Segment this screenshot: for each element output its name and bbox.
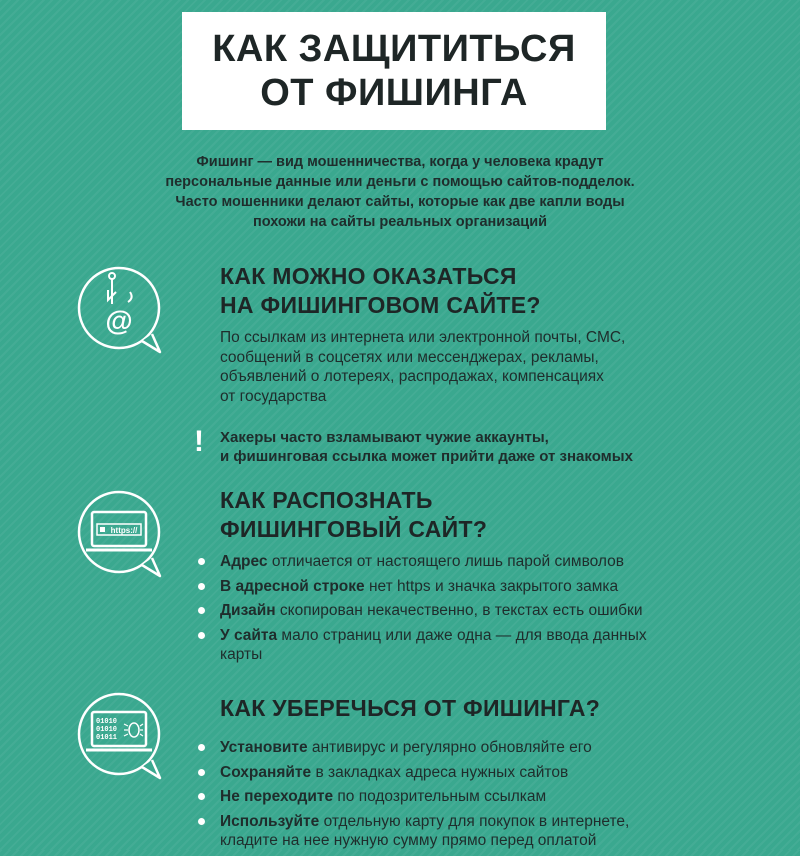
title-box	[182, 12, 606, 130]
section2-title	[220, 486, 487, 544]
section1-title	[220, 262, 541, 320]
section2-title-line: КАК РАСПОЗНАТЬ	[220, 487, 433, 513]
bullet-dot	[198, 632, 205, 639]
code-line: 01010	[96, 726, 118, 734]
section1-body-line: объявлений о лотереях, распродажах, компенсациях	[220, 368, 604, 385]
exclamation-icon: !	[194, 425, 204, 458]
laptop-bug-icon	[72, 690, 182, 790]
list-item: Адрес отличается от настоящего лишь парой символов	[196, 552, 776, 572]
section2-bullets	[196, 552, 776, 670]
bullet-dot	[198, 607, 205, 614]
list-item: У сайта мало страниц или даже одна — для ввода данных карты	[196, 626, 776, 665]
section3-title-line: КАК УБЕРЕЧЬСЯ ОТ ФИШИНГА?	[220, 695, 601, 721]
intro-line: персональные данные или деньги с помощью сайтов-подделок.	[165, 174, 635, 190]
section3-title	[220, 694, 600, 723]
code-line: 01010	[96, 718, 118, 726]
intro-text	[100, 152, 700, 232]
section1-body-line: По ссылкам из интернета или электронной почты, СМС,	[220, 329, 626, 346]
section1-body-line: сообщений в соцсетях или мессенджерах, рекламы,	[220, 348, 599, 366]
page-title-line-1: КАК ЗАЩИТИТЬСЯ	[212, 28, 576, 70]
list-item: Не переходите по подозрительным ссылкам	[196, 787, 776, 807]
laptop-https-icon	[72, 488, 182, 588]
bullet-dot	[198, 818, 205, 825]
https-label: https://	[110, 526, 138, 535]
warning-text	[220, 428, 633, 466]
warning-line: Хакеры часто взламывают чужие аккаунты,	[220, 429, 549, 446]
section1-body-line: от государства	[220, 387, 327, 405]
bullet-dot	[198, 793, 205, 800]
list-item: Установите антивирус и регулярно обновляйте его	[196, 738, 776, 758]
intro-line: Фишинг — вид мошенничества, когда у человека крадут	[196, 154, 604, 170]
list-item: Используйте отдельную карту для покупок в интернете, кладите на нее нужную сумму прямо перед оплатой	[196, 812, 776, 851]
phishing-hook-icon	[72, 264, 182, 364]
intro-line: похожи на сайты реальных организаций	[252, 214, 548, 230]
intro-line: Часто мошенники делают сайты, которые как две капли воды	[175, 194, 625, 210]
section3-bullets	[196, 738, 776, 856]
page-title-line-2: ОТ ФИШИНГА	[260, 72, 528, 114]
bullet-dot	[198, 583, 205, 590]
bullet-dot	[198, 769, 205, 776]
section2-title-line: ФИШИНГОВЫЙ САЙТ?	[220, 516, 488, 542]
code-line: 01011	[96, 734, 118, 742]
list-item: Сохраняйте в закладках адреса нужных сайтов	[196, 763, 776, 783]
section1-title-line: НА ФИШИНГОВОМ САЙТЕ?	[220, 292, 541, 318]
section1-body	[220, 328, 625, 406]
warning-line: и фишинговая ссылка может прийти даже от знакомых	[220, 448, 633, 465]
section1-title-line: КАК МОЖНО ОКАЗАТЬСЯ	[220, 263, 517, 289]
bullet-dot	[198, 558, 205, 565]
at-symbol: @	[105, 305, 133, 336]
bullet-dot	[198, 744, 205, 751]
list-item: В адресной строке нет https и значка закрытого замка	[196, 577, 776, 597]
list-item: Дизайн скопирован некачественно, в текстах есть ошибки	[196, 601, 776, 621]
